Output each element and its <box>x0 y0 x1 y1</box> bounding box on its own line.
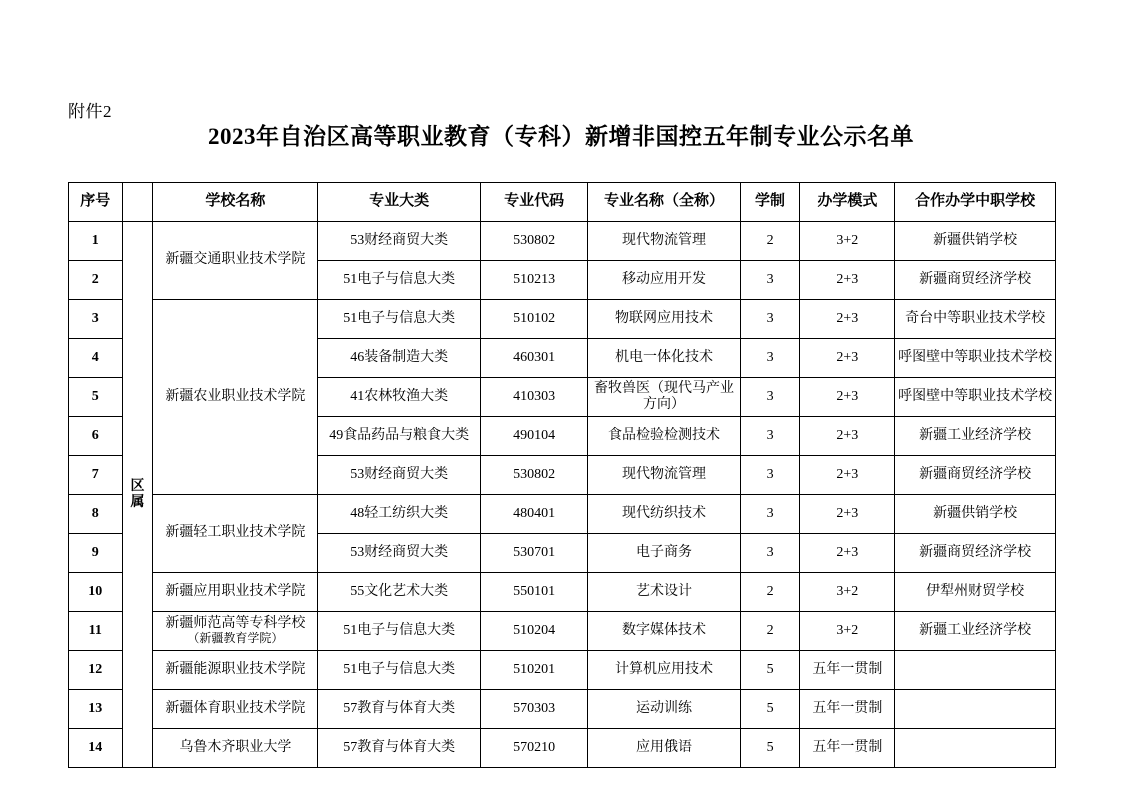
cell-school: 新疆农业职业技术学院 <box>153 300 318 495</box>
cell-years: 2 <box>740 612 800 651</box>
cell-mode: 3+2 <box>800 573 895 612</box>
cell-major-name: 食品检验检测技术 <box>588 417 740 456</box>
cell-partner: 奇台中等职业技术学校 <box>895 300 1056 339</box>
cell-major-name: 移动应用开发 <box>588 261 740 300</box>
header-school: 学校名称 <box>153 183 318 222</box>
cell-school: 新疆交通职业技术学院 <box>153 222 318 300</box>
cell-mode: 2+3 <box>800 417 895 456</box>
cell-seq: 12 <box>69 651 123 690</box>
table-row <box>69 612 1056 651</box>
cell-major-code: 410303 <box>481 378 588 417</box>
cell-seq: 5 <box>69 378 123 417</box>
cell-major-code: 530701 <box>481 534 588 573</box>
cell-mode: 2+3 <box>800 261 895 300</box>
cell-major-code: 480401 <box>481 495 588 534</box>
cell-seq: 8 <box>69 495 123 534</box>
cell-seq: 10 <box>69 573 123 612</box>
cell-years: 2 <box>740 222 800 261</box>
cell-major-name: 现代物流管理 <box>588 222 740 261</box>
cell-years: 3 <box>740 300 800 339</box>
cell-partner: 呼图壁中等职业技术学校 <box>895 378 1056 417</box>
cell-major-code: 570303 <box>481 690 588 729</box>
cell-years: 3 <box>740 456 800 495</box>
cell-years: 3 <box>740 339 800 378</box>
cell-major-category: 51电子与信息大类 <box>318 612 481 651</box>
cell-school: 新疆体育职业技术学院 <box>153 690 318 729</box>
attachment-label: 附件2 <box>68 102 112 121</box>
cell-partner: 新疆供销学校 <box>895 222 1056 261</box>
cell-mode: 五年一贯制 <box>800 729 895 768</box>
cell-group <box>122 222 153 768</box>
header-major-code: 专业代码 <box>481 183 588 222</box>
cell-years: 3 <box>740 495 800 534</box>
cell-partner: 新疆商贸经济学校 <box>895 456 1056 495</box>
cell-seq: 4 <box>69 339 123 378</box>
cell-school-main: 新疆师范高等专科学校 <box>165 616 306 632</box>
cell-seq: 13 <box>69 690 123 729</box>
cell-partner: 新疆工业经济学校 <box>895 612 1056 651</box>
cell-major-code: 530802 <box>481 456 588 495</box>
cell-major-code: 510201 <box>481 651 588 690</box>
cell-seq: 11 <box>69 612 123 651</box>
cell-major-name: 物联网应用技术 <box>588 300 740 339</box>
cell-major-name: 电子商务 <box>588 534 740 573</box>
cell-school: 新疆应用职业技术学院 <box>153 573 318 612</box>
table-row <box>69 651 1056 690</box>
table-row <box>69 573 1056 612</box>
cell-school: 乌鲁木齐职业大学 <box>153 729 318 768</box>
cell-major-category: 53财经商贸大类 <box>318 456 481 495</box>
cell-years: 5 <box>740 651 800 690</box>
cell-major-name: 数字媒体技术 <box>588 612 740 651</box>
cell-major-code: 570210 <box>481 729 588 768</box>
cell-major-category: 53财经商贸大类 <box>318 222 481 261</box>
cell-major-name: 计算机应用技术 <box>588 651 740 690</box>
page-title: 2023年自治区高等职业教育（专科）新增非国控五年制专业公示名单 <box>208 124 914 149</box>
cell-major-category: 41农林牧渔大类 <box>318 378 481 417</box>
group-label-char-1: 区 <box>130 479 145 495</box>
cell-major-code: 550101 <box>481 573 588 612</box>
cell-years: 5 <box>740 690 800 729</box>
table-header-row <box>69 183 1056 222</box>
cell-seq: 9 <box>69 534 123 573</box>
majors-table-container <box>68 182 1056 768</box>
cell-seq: 2 <box>69 261 123 300</box>
header-seq: 序号 <box>69 183 123 222</box>
table-row <box>69 495 1056 534</box>
cell-mode: 3+2 <box>800 612 895 651</box>
cell-school: 新疆轻工职业技术学院 <box>153 495 318 573</box>
cell-major-category: 51电子与信息大类 <box>318 300 481 339</box>
cell-major-category: 46装备制造大类 <box>318 339 481 378</box>
cell-partner: 新疆商贸经济学校 <box>895 534 1056 573</box>
cell-partner: 伊犁州财贸学校 <box>895 573 1056 612</box>
cell-years: 5 <box>740 729 800 768</box>
table-row <box>69 222 1056 261</box>
cell-major-category: 51电子与信息大类 <box>318 651 481 690</box>
cell-partner: 新疆工业经济学校 <box>895 417 1056 456</box>
cell-seq: 1 <box>69 222 123 261</box>
cell-mode: 2+3 <box>800 534 895 573</box>
cell-mode: 2+3 <box>800 339 895 378</box>
cell-seq: 7 <box>69 456 123 495</box>
cell-partner <box>895 651 1056 690</box>
cell-major-category: 57教育与体育大类 <box>318 729 481 768</box>
cell-mode: 2+3 <box>800 378 895 417</box>
cell-major-code: 510102 <box>481 300 588 339</box>
cell-major-name: 机电一体化技术 <box>588 339 740 378</box>
cell-major-code: 460301 <box>481 339 588 378</box>
table-row <box>69 729 1056 768</box>
cell-major-code: 490104 <box>481 417 588 456</box>
cell-major-name: 运动训练 <box>588 690 740 729</box>
cell-major-name: 现代物流管理 <box>588 456 740 495</box>
cell-major-code: 510213 <box>481 261 588 300</box>
cell-major-name: 畜牧兽医（现代马产业方向） <box>588 378 740 417</box>
cell-major-category: 49食品药品与粮食大类 <box>318 417 481 456</box>
majors-table <box>68 182 1056 768</box>
cell-mode: 2+3 <box>800 300 895 339</box>
cell-major-name: 应用俄语 <box>588 729 740 768</box>
cell-major-name: 现代纺织技术 <box>588 495 740 534</box>
cell-partner: 呼图壁中等职业技术学校 <box>895 339 1056 378</box>
table-row <box>69 300 1056 339</box>
header-major-name: 专业名称（全称） <box>588 183 740 222</box>
cell-major-category: 57教育与体育大类 <box>318 690 481 729</box>
table-row <box>69 690 1056 729</box>
cell-seq: 6 <box>69 417 123 456</box>
cell-major-category: 48轻工纺织大类 <box>318 495 481 534</box>
cell-partner <box>895 729 1056 768</box>
cell-major-code: 510204 <box>481 612 588 651</box>
cell-partner: 新疆商贸经济学校 <box>895 261 1056 300</box>
header-mode: 办学模式 <box>800 183 895 222</box>
cell-partner: 新疆供销学校 <box>895 495 1056 534</box>
cell-seq: 3 <box>69 300 123 339</box>
header-years: 学制 <box>740 183 800 222</box>
cell-mode: 3+2 <box>800 222 895 261</box>
cell-seq: 14 <box>69 729 123 768</box>
cell-years: 3 <box>740 417 800 456</box>
cell-partner <box>895 690 1056 729</box>
cell-mode: 2+3 <box>800 456 895 495</box>
cell-major-code: 530802 <box>481 222 588 261</box>
cell-school-sub: （新疆教育学院） <box>187 631 284 646</box>
cell-school <box>153 612 318 651</box>
cell-major-category: 51电子与信息大类 <box>318 261 481 300</box>
header-partner: 合作办学中职学校 <box>895 183 1056 222</box>
cell-major-category: 53财经商贸大类 <box>318 534 481 573</box>
cell-years: 3 <box>740 378 800 417</box>
cell-years: 3 <box>740 534 800 573</box>
header-group <box>122 183 153 222</box>
cell-major-name: 艺术设计 <box>588 573 740 612</box>
cell-years: 2 <box>740 573 800 612</box>
cell-mode: 五年一贯制 <box>800 690 895 729</box>
cell-years: 3 <box>740 261 800 300</box>
group-label-char-2: 属 <box>130 494 145 510</box>
cell-mode: 五年一贯制 <box>800 651 895 690</box>
header-major-category: 专业大类 <box>318 183 481 222</box>
cell-major-category: 55文化艺术大类 <box>318 573 481 612</box>
cell-school: 新疆能源职业技术学院 <box>153 651 318 690</box>
cell-mode: 2+3 <box>800 495 895 534</box>
